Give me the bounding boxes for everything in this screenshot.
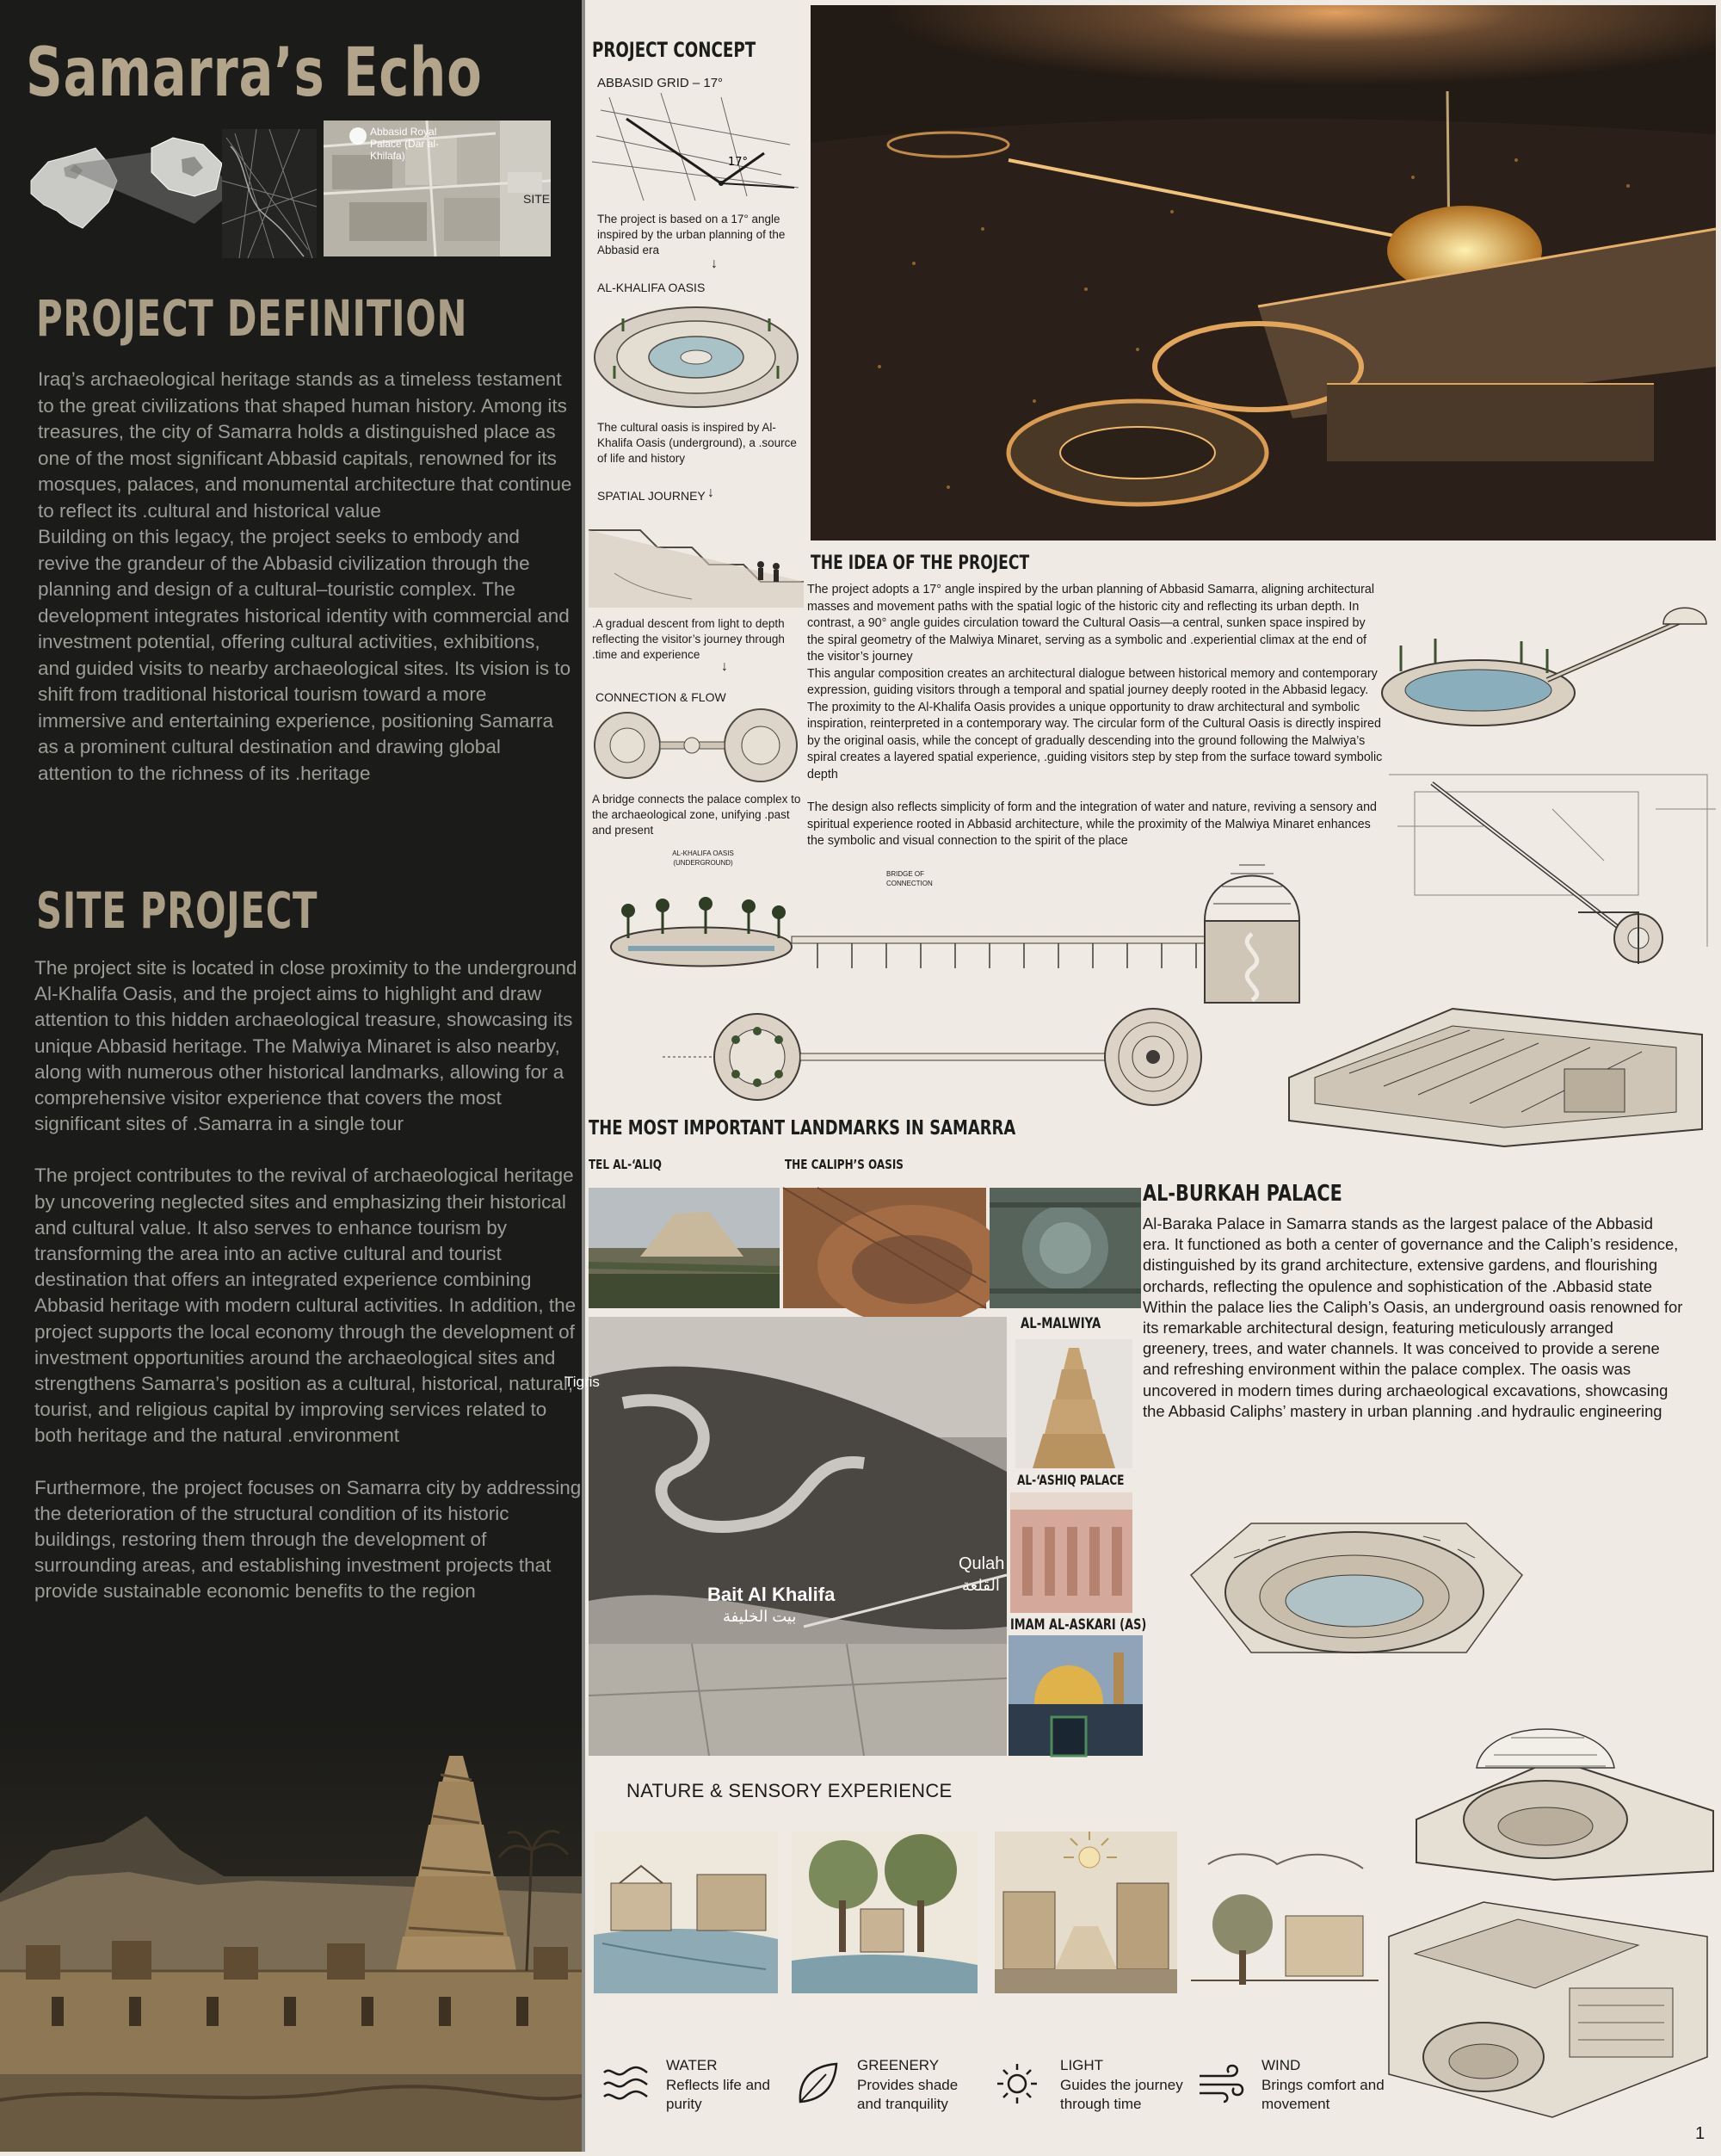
- site-plan-sketch: [1380, 757, 1721, 964]
- definition-paragraph-1: Iraq’s archaeological heritage stands as a timeless testament to the great civilizations that shaped human history. Among its treasures, the city of Samarra holds a distinguished place as one of the most significant Abbasid capitals, renowned for its mosques, palaces, and monumental architecture that continue to reflect its .cultural and historical value: [38, 368, 572, 522]
- oasis-section-label: AL-KHALIFA OASIS (UNDERGROUND): [672, 849, 734, 867]
- feature-water: [601, 2055, 790, 2116]
- feature-water-title: WATER: [666, 2057, 718, 2073]
- greenery-sketch-image: [792, 1832, 978, 1993]
- angle-label: 17°: [728, 156, 749, 169]
- feature-wind-title: WIND: [1261, 2057, 1301, 2073]
- oasis-text: The cultural oasis is inspired by Al-Khalifa Oasis (underground), a .source of life and history: [597, 421, 797, 465]
- oasis-perspective-sketch: [1375, 594, 1719, 732]
- tel-al-aliq-photo: [589, 1188, 780, 1308]
- idea-paragraph-2: This angular composition creates an architectural dialogue between historical memory and contemporary expression, guiding visitors through a temporal and spatial journey deeply rooted in the Abbasid legacy. The proximity to the Al-Khalifa Oasis provides a unique opportunity to draw architectural and symbolic inspiration, reinterpreted in a contemporary way. The circular form of the Cultural Oasis is directly inspired by the original oasis, while the concept of gradually descending into the ground following the Malwiya’s spiral creates a layered spatial experience, .guiding visitors step by step from the surface toward symbolic depth: [807, 666, 1383, 781]
- definition-paragraph-2: Building on this legacy, the project seeks to embody and revive the grandeur of the Abbasid civilization through the planning and design of a cultural–touristic complex. The development integrates historical identity with commercial and investment potential, offering cultural activities, exhibitions, and guided visits to nearby archaeological sites. Its vision is to shift from traditional historical tourism toward a more immersive and entertaining experience, positioning Samarra as a prominent cultural destination and drawing global attention to the richness of its .heritage: [38, 526, 571, 784]
- burkah-oasis-sketch: [1182, 1489, 1527, 1678]
- map-label-tigris: Tigris: [564, 1374, 600, 1390]
- samarra-city-map: [222, 129, 317, 258]
- imam-askari-photo: [1009, 1635, 1143, 1756]
- water-sketch-image: [594, 1832, 778, 1993]
- journey-text: .A gradual descent from light to depth reflecting the visitor’s journey through .time and experience: [592, 617, 785, 661]
- feature-light: [995, 2055, 1184, 2116]
- site-paragraph-2: The project contributes to the revival of archaeological heritage by uncovering neglected sites and emphasizing their historical and cultural value. It also serves to enhance tourism by transforming the area into an active cultural and tourist destination that offers an integrated experience combining Abbasid heritage with modern cultural activities. In addition, the project supports the local economy through the development of investment opportunities around the archaeological sites and strengthens Samarra’s position as a cultural, historical, natural, tourist, and religious capital by improving services related to both heritage and the natural .environment: [34, 1164, 577, 1447]
- arrow-down-icon: ↓: [711, 256, 718, 271]
- site-paragraph-3: Furthermore, the project focuses on Samarra city by addressing the deterioration of the structural condition of its historic buildings, restoring them through the development of surrounding areas, and establishing investment projects that provide sustainable economic benefits to the region: [34, 1476, 582, 1603]
- bridge-section-label: BRIDGE OF CONNECTION: [886, 870, 933, 887]
- site-paragraph-1: The project site is located in close proximity to the underground Al-Khalifa Oasis, and the project aims to highlight and draw attention to this hidden archaeological treasure, showcasing its unique Abbasid heritage. The Malwiya Minaret is also nearby, along with numerous other historical landmarks, allowing for a comprehensive visitor experience that covers the most significant sites of .Samarra in a single tour: [34, 957, 577, 1135]
- site-project-text: [34, 955, 582, 1631]
- idea-heading: THE IDEA OF THE PROJECT: [811, 553, 1030, 574]
- site-map-tag: Abbasid Royal Palace (Dar al-Khilafa): [370, 126, 440, 162]
- samarra-satellite-map: [564, 1317, 1007, 1756]
- feature-water-desc: Reflects life and purity: [666, 2077, 770, 2112]
- complex-axonometric-sketch: [1380, 1885, 1718, 2126]
- ashiq-label: AL-‘ASHIQ PALACE: [1017, 1472, 1125, 1488]
- panel-divider: [582, 0, 585, 2152]
- site-label: SITE: [523, 192, 551, 206]
- spatial-journey-sketch: [589, 513, 804, 608]
- poster-title: Samarra’s Echo: [26, 34, 483, 112]
- sun-icon: [995, 2060, 1045, 2107]
- feature-light-title: LIGHT: [1060, 2057, 1104, 2073]
- grid-title: ABBASID GRID – 17°: [597, 76, 724, 90]
- definition-heading: PROJECT DEFINITION: [36, 289, 468, 348]
- iraq-location-map: [22, 129, 225, 250]
- burkah-text: [1143, 1214, 1683, 1422]
- concept-heading: PROJECT CONCEPT: [592, 38, 756, 62]
- map-label-bait: Bait Al Khalifa: [707, 1584, 836, 1605]
- feature-wind-desc: Brings comfort and movement: [1261, 2077, 1385, 2112]
- askari-label: IMAM AL-ASKARI (AS): [1010, 1616, 1147, 1634]
- tel-label: TEL AL-‘ALIQ: [589, 1157, 662, 1172]
- flow-title: CONNECTION & FLOW: [595, 690, 726, 704]
- nature-heading: NATURE & SENSORY EXPERIENCE: [626, 1780, 953, 1801]
- feature-greenery-desc: Provides shade and tranquility: [857, 2077, 959, 2112]
- malwiya-illustration: [0, 1721, 582, 2152]
- bridge-section-sketch: [602, 852, 1325, 1003]
- oasis-sketch: [589, 301, 804, 413]
- map-label-qulah-ar: القلعة: [962, 1577, 1000, 1594]
- abbasid-grid-sketch: [592, 93, 799, 205]
- burkah-paragraph-1: Al-Baraka Palace in Samarra stands as the largest palace of the Abbasid era. It functioned as both a center of governance and the Caliph’s residence, distinguished by its grand architecture, extensive gardens, and flourishing orchards, reflecting the opulence and sophistication of the .Abbasid state: [1143, 1214, 1679, 1295]
- flow-text: A bridge connects the palace complex to the archaeological zone, unifying .past and present: [592, 793, 801, 837]
- site-project-heading: SITE PROJECT: [36, 881, 318, 940]
- feature-light-desc: Guides the journey through time: [1060, 2077, 1183, 2112]
- caliph-oasis-label: THE CALIPH’S OASIS: [785, 1157, 904, 1172]
- malwiya-label: AL-MALWIYA: [1021, 1315, 1101, 1332]
- caliph-oasis-photo-2: [990, 1188, 1141, 1308]
- definition-text: [38, 367, 575, 787]
- malwiya-photo: [1015, 1339, 1132, 1468]
- water-icon: [601, 2060, 651, 2107]
- wind-sketch-image: [1191, 1830, 1379, 1993]
- connection-flow-sketch: [589, 702, 804, 788]
- wind-icon: [1196, 2060, 1246, 2107]
- map-label-qulah: Qulah: [959, 1554, 1005, 1573]
- journey-title: SPATIAL JOURNEY: [597, 489, 706, 503]
- site-satellite-map: [324, 120, 551, 256]
- leaf-icon: [792, 2060, 842, 2107]
- map-label-bait-ar: بيت الخليفة: [723, 1608, 797, 1625]
- dome-perspective-sketch: [1382, 1708, 1718, 1880]
- oasis-title: AL-KHALIFA OASIS: [597, 281, 706, 294]
- grid-text: The project is based on a 17° angle inspired by the urban planning of the Abbasid era: [597, 213, 786, 256]
- hero-aerial-render: [811, 5, 1716, 541]
- light-sketch-image: [995, 1832, 1177, 1993]
- idea-text: [807, 582, 1385, 867]
- page-number: 1: [1695, 2124, 1706, 2143]
- idea-paragraph-1: The project adopts a 17° angle inspired by the urban planning of Abbasid Samarra, aligning architectural masses and movement paths with the spatial logic of the historic city and reflecting its urban depth. In contrast, a 90° angle guides circulation toward the Cultural Oasis—a central, sunken space inspired by the spiral geometry of the Malwiya Minaret, serving as a symbolic and .experiential climax at the end of the visitor’s journey: [807, 583, 1375, 664]
- idea-paragraph-3: The design also reflects simplicity of form and the integration of water and nature, reviving a sensory and spiritual experience rooted in Abbasid architecture, while the proximity of the Malwiya Minaret enhances the symbolic and visual connection to the spirit of the place: [807, 800, 1377, 848]
- burkah-paragraph-2: Within the palace lies the Caliph’s Oasis, an underground oasis renowned for its remarkable architectural design, featuring meticulously arranged greenery, trees, and water channels. It was conceived to provide a serene and refreshing environment within the palace complex. The oasis was uncovered in modern times during archaeological excavations, showcasing the Abbasid Caliphs’ mastery in urban planning .and hydraulic engineering: [1143, 1297, 1683, 1420]
- feature-greenery: [792, 2055, 981, 2116]
- journey-arrow-icon: ↓: [707, 485, 714, 500]
- left-panel: [0, 0, 582, 2152]
- feature-wind: [1196, 2055, 1385, 2116]
- burkah-heading: AL-BURKAH PALACE: [1143, 1181, 1342, 1207]
- feature-greenery-title: GREENERY: [857, 2057, 940, 2073]
- landmarks-heading: THE MOST IMPORTANT LANDMARKS IN SAMARRA: [589, 1117, 1016, 1140]
- courtyard-perspective-sketch: [1280, 974, 1711, 1146]
- ashiq-palace-photo: [1010, 1492, 1132, 1613]
- caliph-oasis-photo-1: [783, 1188, 986, 1308]
- bridge-plan-sketch: [654, 1005, 1274, 1109]
- flow-arrow-icon: ↓: [721, 659, 728, 674]
